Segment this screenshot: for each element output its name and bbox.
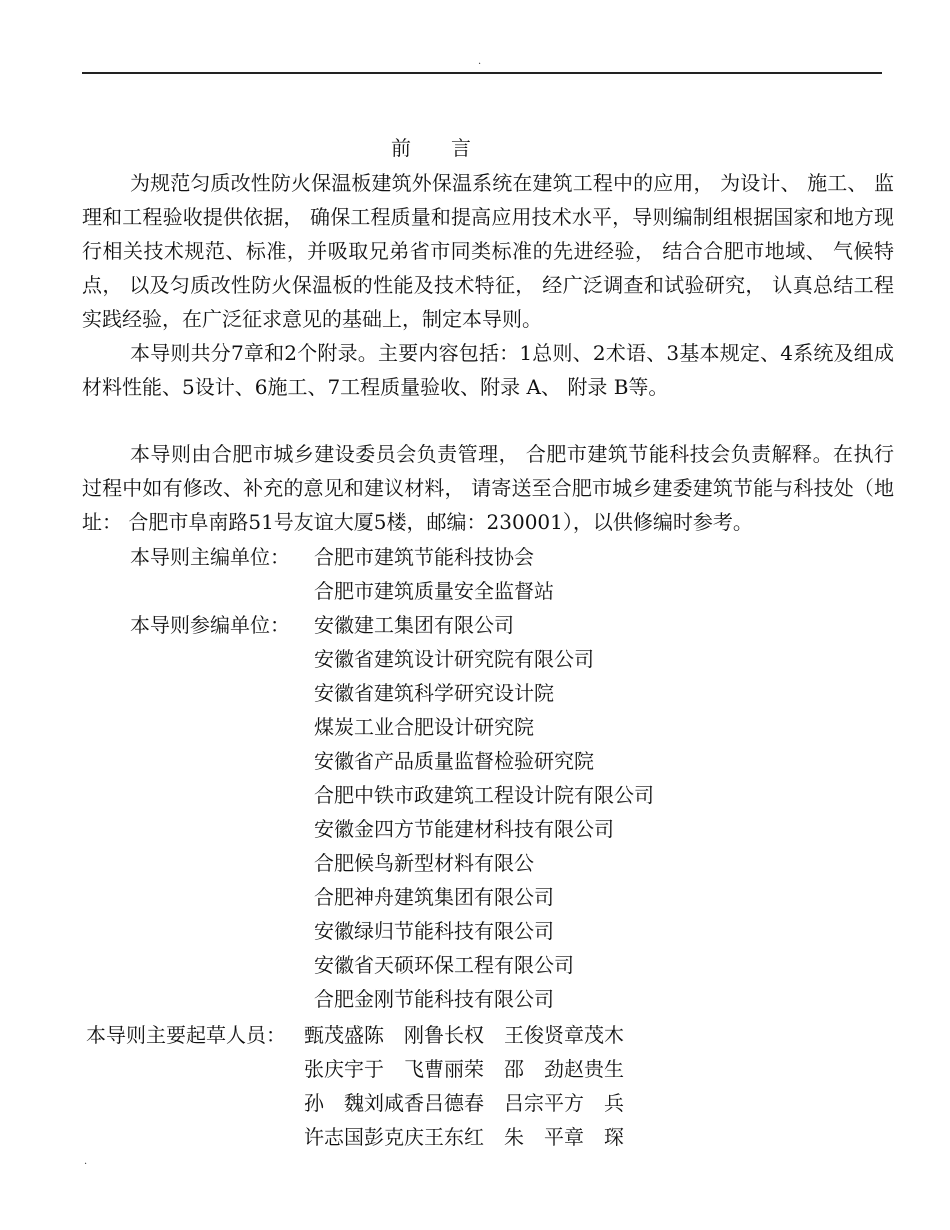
co-editor-unit: 合肥神舟建筑集团有限公司 — [314, 885, 554, 909]
drafters-line: 孙 魏刘咸香吕德春 吕宗平方 兵 — [304, 1091, 624, 1115]
co-editor-unit: 安徽省建筑科学研究设计院 — [314, 681, 554, 705]
co-editor-unit: 安徽建工集团有限公司 — [314, 613, 514, 637]
co-editor-label: 本导则参编单位： — [130, 613, 290, 637]
header-rule — [82, 72, 882, 74]
preface-paragraph-3: 本导则由合肥市城乡建设委员会负责管理， 合肥市建筑节能科技会负责解释。在执行过程中如有修改、补充的意见和建议材料， 请寄送至合肥市城乡建委建筑节能与科技处（地址： 合肥市阜南路51号友谊大厦5楼，邮编：230001），以供修编时参考。 — [82, 442, 894, 534]
co-editor-unit: 合肥候鸟新型材料有限公 — [314, 851, 534, 875]
drafters-line: 许志国彭克庆王东红 朱 平章 琛 — [304, 1125, 624, 1149]
co-editor-unit: 安徽省天硕环保工程有限公司 — [314, 953, 574, 977]
co-editor-unit: 安徽省建筑设计研究院有限公司 — [314, 647, 594, 671]
co-editor-unit: 安徽省产品质量监督检验研究院 — [314, 749, 594, 773]
footer-mark: · — [84, 1159, 88, 1170]
co-editor-unit: 煤炭工业合肥设计研究院 — [314, 715, 534, 739]
header-mark: · — [478, 59, 482, 70]
chief-editor-label: 本导则主编单位： — [130, 545, 290, 569]
drafters-line: 甄茂盛陈 刚鲁长权 王俊贤章茂木 — [304, 1023, 624, 1047]
page-title: 前 言 — [391, 136, 471, 160]
preface-paragraph-1: 为规范匀质改性防火保温板建筑外保温系统在建筑工程中的应用， 为设计、 施工、 监理和工程验收提供依据， 确保工程质量和提高应用技术水平，导则编制组根据国家和地方现行相关技术规范、标准，并吸取兄弟省市同类标准的先进经验， 结合合肥市地域、 气候特点， 以及匀质改性防火保温板的性能及技术特征， 经广泛调查和试验研究， 认真总结工程实践经验，在广泛征求意见的基础上，制定本导则。 — [82, 171, 894, 331]
co-editor-unit: 合肥金刚节能科技有限公司 — [314, 987, 554, 1011]
preface-paragraph-2: 本导则共分7章和2个附录。主要内容包括：1总则、2术语、3基本规定、4系统及组成材料性能、5设计、6施工、7工程质量验收、附录 A、 附录 B等。 — [82, 341, 894, 399]
drafters-label: 本导则主要起草人员： — [86, 1023, 286, 1047]
co-editor-unit: 安徽金四方节能建材科技有限公司 — [314, 817, 614, 841]
co-editor-unit: 合肥中铁市政建筑工程设计院有限公司 — [314, 783, 654, 807]
chief-editor-unit: 合肥市建筑节能科技协会 — [314, 545, 534, 569]
drafters-line: 张庆宇于 飞曹丽荣 邵 劲赵贵生 — [304, 1057, 624, 1081]
chief-editor-unit: 合肥市建筑质量安全监督站 — [314, 579, 554, 603]
co-editor-unit: 安徽绿归节能科技有限公司 — [314, 919, 554, 943]
